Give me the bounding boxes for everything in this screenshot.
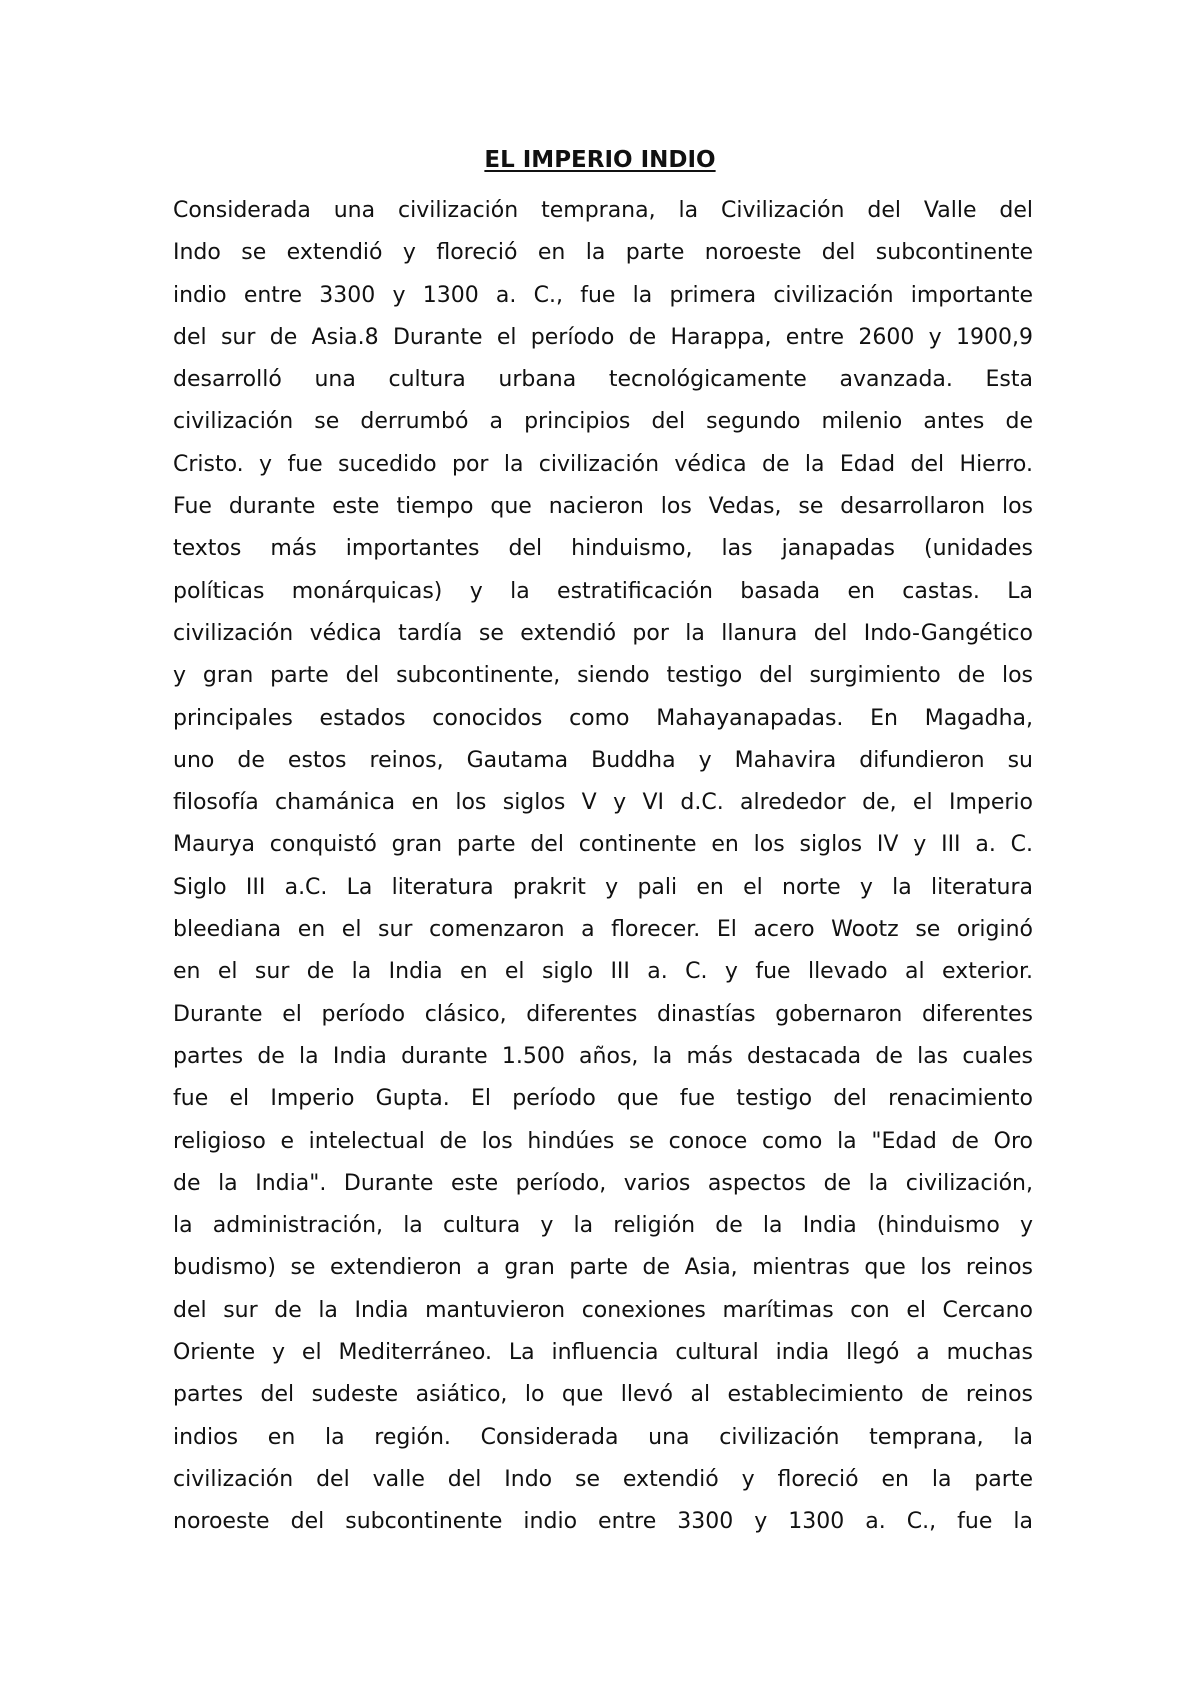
text-line: la administración, la cultura y la religión de la India (hinduismo y xyxy=(173,1213,1033,1239)
text-line: civilización védica tardía se extendió por la llanura del Indo-Gangético xyxy=(173,620,1033,646)
text-line: noroeste del subcontinente indio entre 3300 y 1300 a. C., fue la xyxy=(173,1509,1033,1535)
document-title: EL IMPERIO INDIO xyxy=(484,147,716,173)
text-line: civilización se derrumbó a principios del segundo milenio antes de xyxy=(173,409,1033,435)
text-line: Considerada una civilización temprana, la Civilización del Valle del xyxy=(173,198,1033,223)
text-line: de la India". Durante este período, varios aspectos de la civilización, xyxy=(173,1170,1033,1196)
text-line: indios en la región. Considerada una civilización temprana, la xyxy=(173,1424,1033,1450)
text-line: uno de estos reinos, Gautama Buddha y Mahavira difundieron su xyxy=(173,747,1033,773)
text-line: Siglo III a.C. La literatura prakrit y pali en el norte y la literatura xyxy=(173,874,1033,900)
text-line: principales estados conocidos como Mahayanapadas. En Magadha, xyxy=(173,705,1033,731)
text-line: partes de la India durante 1.500 años, la más destacada de las cuales xyxy=(173,1043,1033,1069)
text-line: del sur de Asia.8 Durante el período de Harappa, entre 2600 y 1900,9 xyxy=(173,324,1033,350)
text-line: desarrolló una cultura urbana tecnológicamente avanzada. Esta xyxy=(173,367,1033,393)
text-line: fue el Imperio Gupta. El período que fue testigo del renacimiento xyxy=(173,1086,1033,1112)
text-line: Oriente y el Mediterráneo. La influencia cultural india llegó a muchas xyxy=(173,1340,1033,1366)
text-line: Durante el período clásico, diferentes dinastías gobernaron diferentes xyxy=(173,1001,1033,1027)
text-line: indio entre 3300 y 1300 a. C., fue la primera civilización importante xyxy=(173,282,1033,308)
text-line: budismo) se extendieron a gran parte de Asia, mientras que los reinos xyxy=(173,1255,1033,1281)
text-line: textos más importantes del hinduismo, las janapadas (unidades xyxy=(173,536,1033,562)
text-line: civilización del valle del Indo se extendió y floreció en la parte xyxy=(173,1466,1033,1492)
text-line: partes del sudeste asiático, lo que llevó al establecimiento de reinos xyxy=(173,1382,1033,1408)
document-body xyxy=(173,190,1033,1544)
text-line: Indo se extendió y floreció en la parte noroeste del subcontinente xyxy=(173,240,1033,266)
text-line: y gran parte del subcontinente, siendo testigo del surgimiento de los xyxy=(173,663,1033,689)
text-line: del sur de la India mantuvieron conexiones marítimas con el Cercano xyxy=(173,1297,1033,1323)
text-line: en el sur de la India en el siglo III a. C. y fue llevado al exterior. xyxy=(173,959,1033,985)
text-line: religioso e intelectual de los hindúes se conoce como la "Edad de Oro xyxy=(173,1128,1033,1154)
text-line: Cristo. y fue sucedido por la civilización védica de la Edad del Hierro. xyxy=(173,451,1033,477)
text-line: bleediana en el sur comenzaron a florecer. El acero Wootz se originó xyxy=(173,917,1033,943)
text-line: Maurya conquistó gran parte del continente en los siglos IV y III a. C. xyxy=(173,832,1033,858)
text-line: filosofía chamánica en los siglos V y VI d.C. alrededor de, el Imperio xyxy=(173,790,1033,816)
text-line: Fue durante este tiempo que nacieron los Vedas, se desarrollaron los xyxy=(173,494,1033,520)
text-line: políticas monárquicas) y la estratificación basada en castas. La xyxy=(173,578,1033,604)
